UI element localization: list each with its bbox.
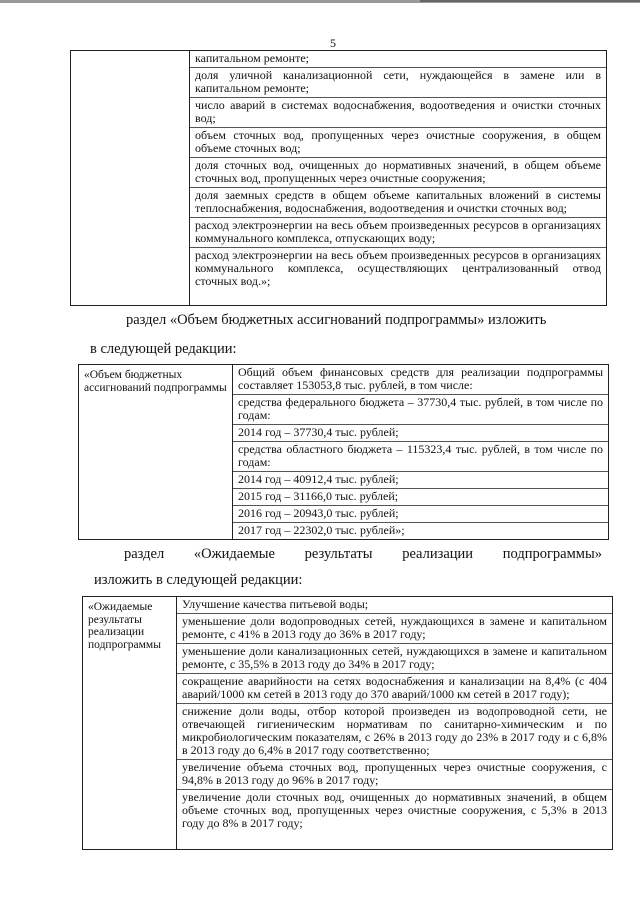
section-heading-budget: раздел «Объем бюджетных ассигнований подпрограммы» изложить: [126, 312, 547, 328]
target-item: доля уличной канализационной сети, нуждающейся в замене или в капитальном ремонте;: [190, 68, 606, 98]
result-item: увеличение объема сточных вод, пропущенных через очистные сооружения, с 94,8% в 2013 году до 96% в 2017 году;: [177, 760, 612, 790]
results-right-cell: [177, 597, 613, 850]
budget-item: Общий объем финансовых средств для реализации подпрограммы составляет 153053,8 тыс. рублей, в том числе:: [233, 365, 608, 395]
budget-table: [78, 364, 609, 540]
budget-left-cell: «Объем бюджетных ассигнований подпрограммы: [79, 365, 233, 540]
target-item: объем сточных вод, пропущенных через очистные сооружения, в общем объеме сточных вод;: [190, 128, 606, 158]
heading-word: раздел: [124, 546, 165, 562]
target-item: число аварий в системах водоснабжения, водоотведения и очистки сточных вод;: [190, 98, 606, 128]
section-heading-results-cont: изложить в следующей редакции:: [94, 572, 303, 588]
heading-word: результаты: [304, 546, 373, 562]
result-item: уменьшение доли канализационных сетей, нуждающихся в замене и капитальном ремонте, с 35,5% в 2013 году до 34% в 2017 году;: [177, 644, 612, 674]
targets-table: [70, 50, 607, 306]
page-number: 5: [330, 36, 336, 50]
budget-item: средства областного бюджета – 115323,4 тыс. рублей, в том числе по годам:: [233, 442, 608, 472]
targets-left-cell: [71, 51, 190, 306]
budget-item: 2014 год – 40912,4 тыс. рублей;: [233, 472, 608, 489]
target-item: капитальном ремонте;: [190, 51, 606, 68]
target-item: расход электроэнергии на весь объем произведенных ресурсов в организациях коммунального комплекса, осуществляющих централизованный отвод сточных вод.»;: [195, 248, 601, 288]
budget-item: 2015 год – 31166,0 тыс. рублей;: [233, 489, 608, 506]
budget-item: 2017 год – 22302,0 тыс. рублей»;: [238, 523, 405, 537]
section-heading-results: [124, 546, 602, 563]
heading-word: подпрограммы»: [502, 546, 602, 562]
budget-item: 2016 год – 20943,0 тыс. рублей;: [233, 506, 608, 523]
result-item: увеличение доли сточных вод, очищенных до нормативных значений, в общем объеме сточных вод, пропущенных через очистные сооружения, с 5,3% в 2013 году до 8% в 2017 году;: [182, 790, 607, 830]
heading-word: «Ожидаемые: [193, 546, 275, 562]
target-item: доля заемных средств в общем объеме капитальных вложений в системы теплоснабжения, водоснабжения, водоотведения и очистки сточных вод;: [190, 188, 606, 218]
target-item: доля сточных вод, очищенных до нормативных значений, в общем объеме сточных вод, пропущенных через очистные сооружения;: [190, 158, 606, 188]
target-item: расход электроэнергии на весь объем произведенных ресурсов в организациях коммунального комплекса, отпускающих воду;: [190, 218, 606, 248]
results-table: [82, 596, 613, 850]
budget-right-cell: [233, 365, 609, 540]
result-item: уменьшение доли водопроводных сетей, нуждающихся в замене и капитальном ремонте, с 41% в 2013 году до 36% в 2017 году;: [177, 614, 612, 644]
scan-edge-line-dark: [420, 0, 640, 2]
result-item: сокращение аварийности на сетях водоснабжения и канализации на 8,4% (с 404 аварий/1000 км сетей в 2013 году до 370 аварий/1000 км сетей в 2017 году);: [177, 674, 612, 704]
result-item: Улучшение качества питьевой воды;: [177, 597, 612, 614]
heading-word: реализации: [402, 546, 474, 562]
result-item: снижение доли воды, отбор которой произведен из водопроводной сети, не отвечающей гигиеническим нормативам по санитарно-химическим и по микробиологическим показателям, с 26% в 2013 году до 23% в 2017 году и с 6,8% в 2013 году до 6,4% в 2017 году соответственно;: [177, 704, 612, 760]
budget-item: средства федерального бюджета – 37730,4 тыс. рублей, в том числе по годам:: [233, 395, 608, 425]
section-heading-budget-cont: в следующей редакции:: [90, 341, 237, 357]
targets-right-cell: [190, 51, 607, 306]
results-left-cell: «Ожидаемые результаты реализации подпрограммы: [83, 597, 177, 850]
budget-item: 2014 год – 37730,4 тыс. рублей;: [233, 425, 608, 442]
